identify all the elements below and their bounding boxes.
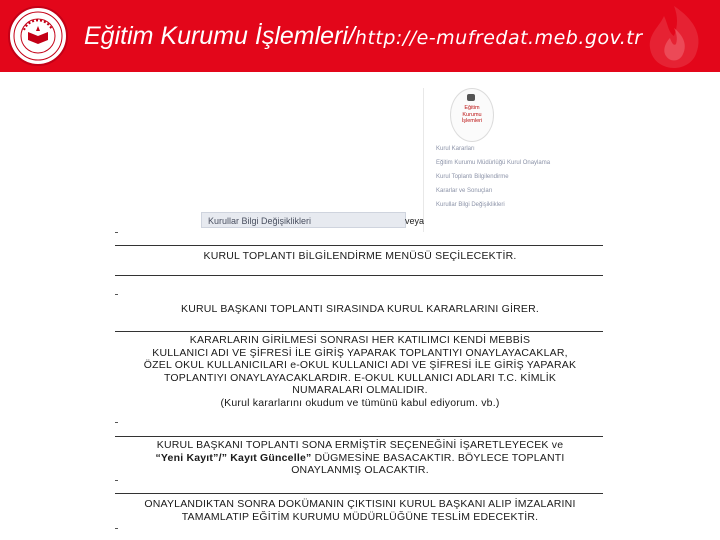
menu-item-kararlar-sonuclari[interactable]: Kararlar ve Sonuçları: [436, 188, 493, 194]
step-line: NUMARALARI OLMALIDIR.: [292, 384, 428, 397]
step-line: ONAYLANDIKTAN SONRA DOKÜMANIN ÇIKTISINI KURUL BAŞKANI ALIP İMZALARINI: [144, 498, 576, 510]
step-enter-decisions: KURUL BAŞKANI TOPLANTI SIRASINDA KURUL KARARLARINI GİRER.: [181, 303, 539, 315]
divider: [115, 275, 603, 276]
step-line: ÖZEL OKUL KULLANICILARI e-OKUL KULLANICI ADI VE ŞİFRESİ İLE GİRİŞ YAPARAK: [143, 359, 577, 372]
step-submit-document: [125, 498, 595, 523]
step-line: KULLANICI ADI VE ŞİFRESİ İLE GİRİŞ YAPARAK TOPLANTIYI ONAYLAYACAKLAR,: [152, 346, 568, 359]
menu-panel: [423, 88, 606, 232]
document-image: [115, 82, 605, 532]
step-line: (Kurul kararlarını okudum ve tümünü kabul ediyorum. vb.): [220, 396, 500, 409]
page-title: [84, 22, 643, 51]
step-select-menu: KURUL TOPLANTI BİLGİLENDİRME MENÜSÜ SEÇİLECEKTİR.: [203, 250, 517, 262]
header-banner: [0, 0, 720, 72]
egitim-kurumu-menu-icon[interactable]: [450, 88, 494, 142]
menu-icon-line: İşlemleri: [461, 118, 483, 124]
veya-text: veya: [405, 216, 425, 226]
buttons-reference: “Yeni Kayıt”/” Kayıt Güncelle”: [155, 451, 312, 464]
menu-list: [436, 146, 606, 216]
kurullar-bilgi-degisiklikleri-field[interactable]: Kurullar Bilgi Değişiklikleri: [201, 212, 406, 228]
step-line: [125, 452, 595, 465]
divider: [115, 422, 118, 423]
menu-item-kurul-onaylama[interactable]: Eğitim Kurumu Müdürlüğü Kurul Onaylama: [436, 160, 551, 166]
menu-item-bilgi-degisiklikleri[interactable]: Kurullar Bilgi Değişiklikleri: [436, 202, 505, 208]
step-line-rest: DÜGMESİNE BASACAKTIR. BÖYLECE TOPLANTI: [311, 451, 565, 464]
title-url: http://e-mufredat.meb.gov.tr: [354, 27, 643, 49]
step-line: ONAYLANMIŞ OLACAKTIR.: [291, 464, 429, 477]
menu-item-toplanti-bilgilendirme[interactable]: Kurul Toplantı Bilgilendirme: [436, 174, 509, 180]
title-text: Eğitim Kurumu İşlemleri/: [84, 22, 355, 50]
menu-icon-label: [451, 105, 493, 125]
divider: [115, 331, 603, 332]
step-line: KURUL BAŞKANI TOPLANTI SONA ERMİŞTİR SEÇENEĞİNİ İŞARETLEYECEK ve: [156, 439, 564, 451]
divider: [115, 493, 603, 494]
menu-item-kurul-kararlari[interactable]: Kurul Kararları: [436, 146, 475, 152]
flame-icon: [634, 4, 714, 70]
divider: [115, 294, 118, 295]
step-line: TOPLANTIYI ONAYLAYACAKLARDIR. E-OKUL KULLANICI ADLARI T.C. KİMLİK: [163, 371, 557, 384]
step-line: KARARLARIN GİRİLMESİ SONRASI HER KATILIMCI KENDİ MEBBİS: [189, 334, 531, 346]
menu-icon-line: Eğitim: [464, 105, 480, 111]
divider: [115, 245, 603, 246]
divider: [115, 436, 603, 437]
step-end-meeting: [125, 439, 595, 477]
pin-icon: [467, 94, 475, 101]
step-approve-meeting: [125, 334, 595, 410]
divider: [115, 480, 118, 481]
divider: [115, 232, 118, 233]
divider: [115, 528, 118, 529]
step-line: TAMAMLATIP EĞİTİM KURUMU MÜDÜRLÜĞÜNE TESLİM EDECEKTİR.: [181, 510, 539, 523]
menu-icon-line: Kurumu: [462, 111, 482, 118]
meb-logo-icon: [8, 6, 68, 66]
